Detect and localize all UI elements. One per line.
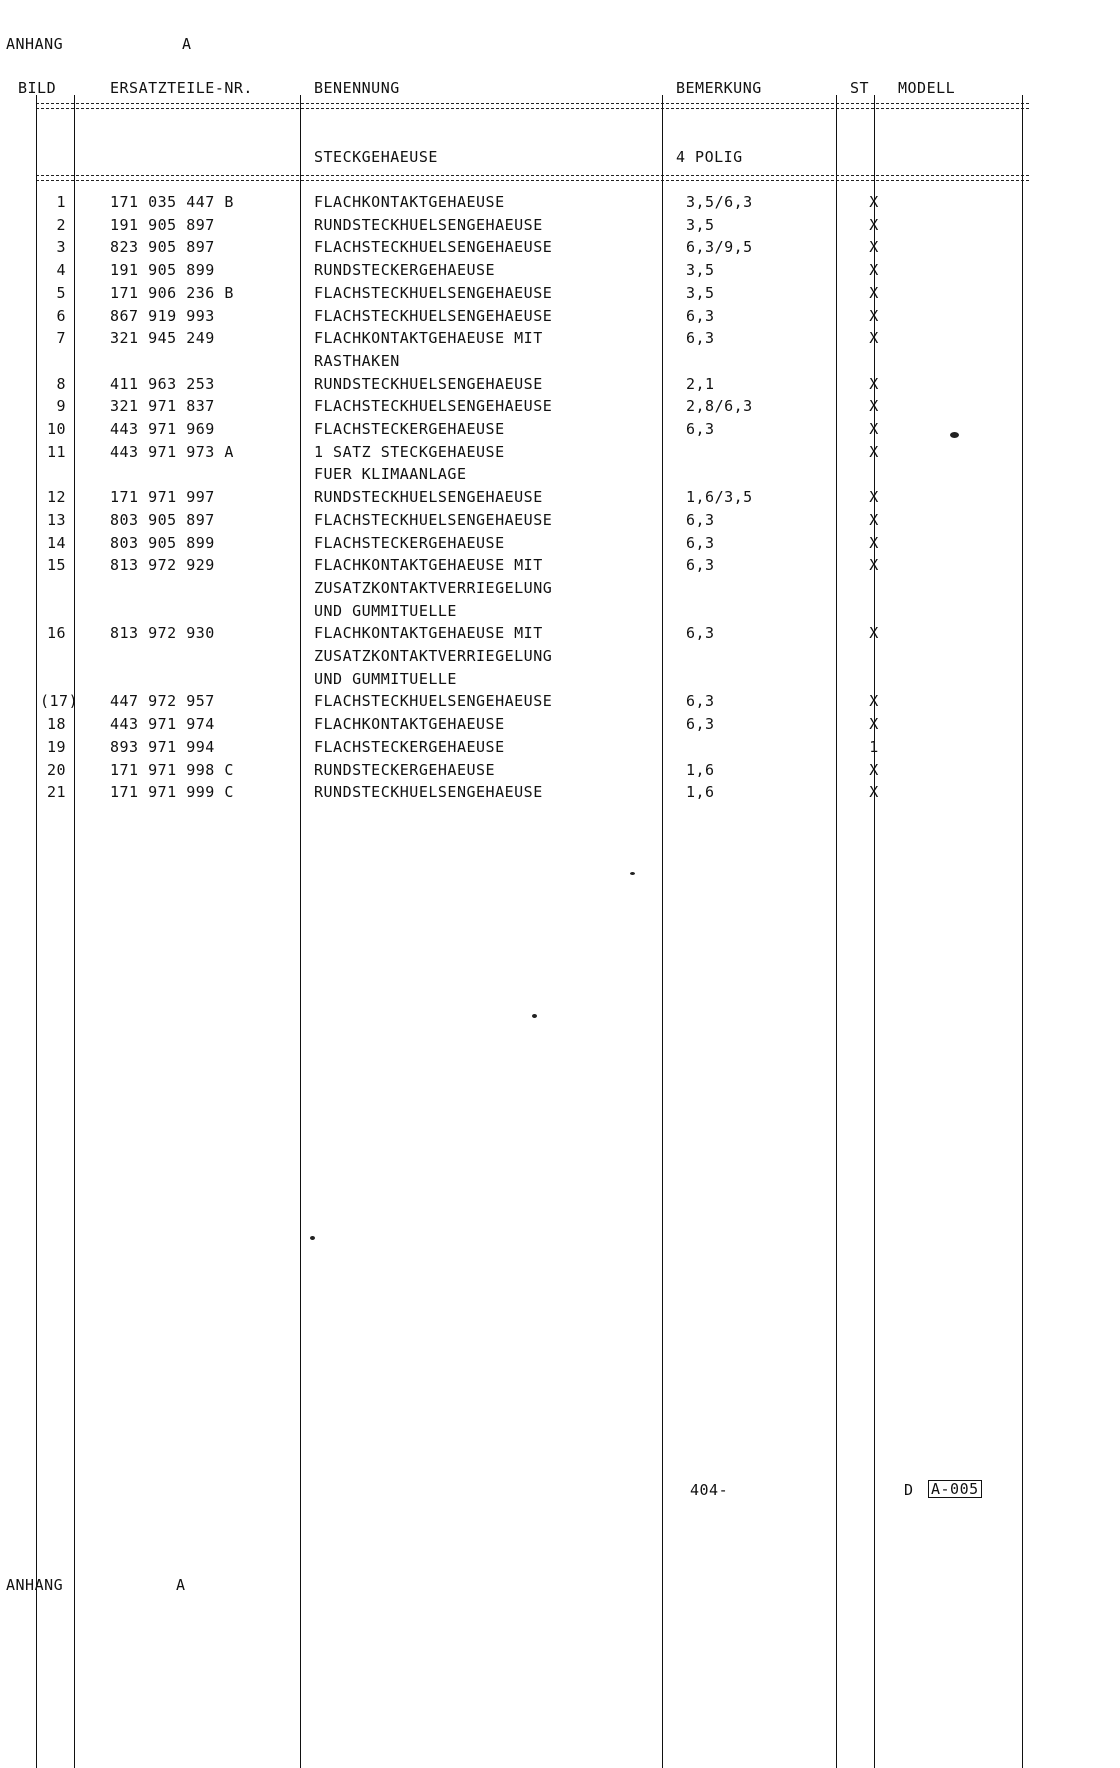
group-separator [36,175,1029,181]
row-benennung: ZUSATZKONTAKTVERRIEGELUNG [314,647,553,665]
column-rule [36,95,37,1768]
row-part-number: 813 972 930 [110,624,215,643]
row-st: X [869,442,879,461]
row-bemerkung: 6,3/9,5 [686,238,753,257]
row-bild: (17) [40,692,79,711]
row-benennung: FLACHSTECKERGEHAEUSE [314,533,505,552]
scan-speck [310,1236,315,1240]
row-bemerkung: 3,5/6,3 [686,193,753,211]
group-title: STECKGEHAEUSE [314,148,438,166]
header-anhang: ANHANG [6,35,64,53]
scan-speck [532,1014,537,1018]
row-bild: 8 [56,374,66,393]
row-bild: 7 [56,329,66,348]
row-bemerkung: 2,8/6,3 [686,397,753,416]
row-bemerkung: 6,3 [686,306,715,325]
row-bemerkung: 6,3 [686,420,715,438]
row-bemerkung: 1,6 [686,783,715,802]
row-st: X [869,624,879,643]
row-part-number: 321 945 249 [110,329,215,348]
row-bild: 5 [56,283,66,302]
row-st: X [869,193,879,211]
group-remark: 4 POLIG [676,148,743,166]
column-rule [74,95,75,1768]
row-benennung: FLACHSTECKERGEHAEUSE [314,737,505,756]
row-benennung: UND GUMMITUELLE [314,601,457,620]
row-part-number: 411 963 253 [110,374,215,393]
row-st: X [869,510,879,529]
page-code-stamp: A-005 [928,1480,982,1498]
row-bemerkung: 6,3 [686,692,715,711]
row-st: X [869,215,879,234]
row-bild: 1 [56,193,66,211]
row-bemerkung: 6,3 [686,556,715,575]
row-bemerkung: 3,5 [686,261,715,280]
column-rule [300,95,301,1768]
row-st: X [869,329,879,348]
row-bild: 19 [46,737,66,756]
col-header-modell: MODELL [898,79,956,97]
row-bild: 14 [46,533,66,552]
row-part-number: 321 971 837 [110,397,215,416]
row-bild: 3 [56,238,66,257]
row-st: X [869,261,879,280]
row-part-number: 443 971 973 A [110,442,234,461]
page-number: 404- [690,1481,729,1499]
row-st: X [869,397,879,416]
row-bemerkung: 6,3 [686,715,715,734]
row-part-number: 447 972 957 [110,692,215,711]
language-code: D [904,1481,914,1499]
row-part-number: 191 905 897 [110,215,215,234]
row-bild: 16 [46,624,66,643]
row-benennung: FLACHKONTAKTGEHAEUSE [314,193,505,211]
scan-speck [630,872,635,875]
next-header-anhang: ANHANG [6,1576,64,1594]
row-st: X [869,556,879,575]
column-rule [836,95,837,1768]
row-bemerkung: 3,5 [686,283,715,302]
row-part-number: 803 905 897 [110,510,215,529]
row-bild: 13 [46,510,66,529]
row-benennung: RUNDSTECKERGEHAEUSE [314,760,496,779]
row-bild: 6 [56,306,66,325]
row-benennung: FLACHKONTAKTGEHAEUSE MIT [314,556,543,575]
row-bemerkung: 6,3 [686,510,715,529]
row-benennung: ZUSATZKONTAKTVERRIEGELUNG [314,578,553,597]
col-header-st: ST [850,79,870,97]
row-bild: 10 [46,420,66,438]
row-bild: 2 [56,215,66,234]
row-benennung: FLACHSTECKHUELSENGEHAEUSE [314,283,553,302]
row-st: X [869,283,879,302]
row-st: X [869,715,879,734]
row-st: X [869,783,879,802]
column-rule [662,95,663,1768]
row-benennung: FLACHSTECKERGEHAEUSE [314,420,505,438]
col-header-benennung: BENENNUNG [314,79,400,97]
row-benennung: FLACHSTECKHUELSENGEHAEUSE [314,692,553,711]
row-benennung: FLACHKONTAKTGEHAEUSE MIT [314,624,543,643]
row-bild: 18 [46,715,66,734]
row-st: X [869,420,879,438]
row-part-number: 171 971 999 C [110,783,234,802]
row-st: X [869,238,879,257]
row-benennung: FUER KLIMAANLAGE [314,465,467,484]
row-part-number: 171 035 447 B [110,193,234,211]
row-part-number: 171 971 998 C [110,760,234,779]
row-part-number: 443 971 969 [110,420,215,438]
row-bild: 15 [46,556,66,575]
row-bild: 9 [56,397,66,416]
row-benennung: FLACHSTECKHUELSENGEHAEUSE [314,238,553,257]
row-bemerkung: 1,6 [686,760,715,779]
row-part-number: 803 905 899 [110,533,215,552]
row-benennung: FLACHKONTAKTGEHAEUSE MIT [314,329,543,348]
column-rule [1022,95,1023,1768]
row-benennung: RUNDSTECKHUELSENGEHAEUSE [314,783,543,802]
col-header-ersatzteile-nr: ERSATZTEILE-NR. [110,79,253,97]
row-bemerkung: 2,1 [686,374,715,393]
row-benennung: RUNDSTECKERGEHAEUSE [314,261,496,280]
row-benennung: FLACHKONTAKTGEHAEUSE [314,715,505,734]
row-benennung: RUNDSTECKHUELSENGEHAEUSE [314,488,543,507]
row-benennung: FLACHSTECKHUELSENGEHAEUSE [314,397,553,416]
row-bild: 11 [46,442,66,461]
row-part-number: 893 971 994 [110,737,215,756]
row-benennung: 1 SATZ STECKGEHAEUSE [314,442,505,461]
row-bemerkung: 6,3 [686,533,715,552]
row-bild: 4 [56,261,66,280]
row-benennung: RUNDSTECKHUELSENGEHAEUSE [314,374,543,393]
row-st: X [869,374,879,393]
header-separator [36,103,1029,109]
row-part-number: 823 905 897 [110,238,215,257]
scan-speck [950,432,959,438]
next-header-letter: A [176,1576,186,1594]
row-bild: 12 [46,488,66,507]
row-benennung: FLACHSTECKHUELSENGEHAEUSE [314,510,553,529]
header-letter: A [182,35,192,53]
col-header-bild: BILD [18,79,57,97]
row-part-number: 191 905 899 [110,261,215,280]
row-benennung: RASTHAKEN [314,351,400,370]
row-benennung: RUNDSTECKHUELSENGEHAEUSE [314,215,543,234]
row-st: 1 [869,737,879,756]
row-part-number: 813 972 929 [110,556,215,575]
row-bemerkung: 1,6/3,5 [686,488,753,507]
row-part-number: 171 906 236 B [110,283,234,302]
row-benennung: UND GUMMITUELLE [314,669,457,688]
col-header-bemerkung: BEMERKUNG [676,79,762,97]
row-st: X [869,488,879,507]
row-part-number: 443 971 974 [110,715,215,734]
row-bemerkung: 3,5 [686,215,715,234]
row-bemerkung: 6,3 [686,329,715,348]
row-part-number: 867 919 993 [110,306,215,325]
row-benennung: FLACHSTECKHUELSENGEHAEUSE [314,306,553,325]
row-bemerkung: 6,3 [686,624,715,643]
row-st: X [869,692,879,711]
row-bild: 21 [46,783,66,802]
row-st: X [869,306,879,325]
row-st: X [869,533,879,552]
row-part-number: 171 971 997 [110,488,215,507]
row-bild: 20 [46,760,66,779]
row-st: X [869,760,879,779]
